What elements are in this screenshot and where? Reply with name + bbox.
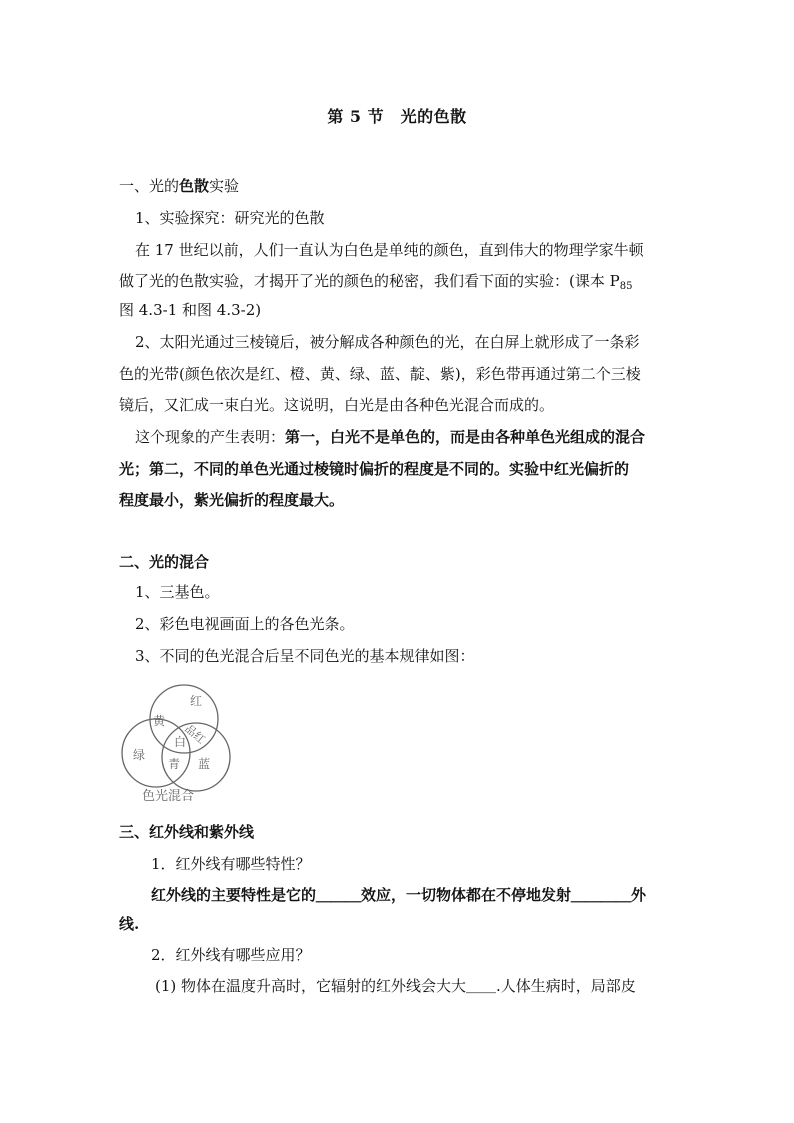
section2-heading: 二、光的混合	[119, 553, 210, 571]
question2: 2．红外线有哪些应用？	[151, 946, 311, 964]
paragraph3-line1: 这个现象的产生表明：第一，白光不是单色的，而是由各种单色光组成的混合	[135, 428, 646, 446]
paragraph3-line2: 光；第二，不同的单色光通过棱镜时偏折的程度是不同的。实验中红光偏折的	[119, 460, 630, 478]
label-yellow: 黄	[153, 714, 166, 728]
paragraph1-line2: 做了光的色散实验，才揭开了光的颜色的秘密，我们看下面的实验：(课本 $P_{85}$	[119, 272, 633, 292]
label-green: 绿	[133, 748, 146, 762]
paragraph2-line3: 镜后，又汇成一束白光。这说明，白光是由各种色光混合而成的。	[119, 396, 555, 414]
question2-item1: (1) 物体在温度升高时，它辐射的红外线会大大＿＿.人体生病时，局部皮	[155, 977, 636, 995]
label-white: 白	[174, 735, 187, 749]
section3-heading: 三、红外线和紫外线	[119, 823, 255, 841]
paragraph2-line2: 色的光带(颜色依次是红、橙、黄、绿、蓝、靛、紫)，彩色带再通过第二个三棱	[119, 365, 641, 383]
color-mixing-diagram	[118, 680, 242, 804]
label-cyan: 青	[168, 757, 181, 771]
figure-caption: 色光混合	[142, 789, 195, 804]
answer1-line2: 线.	[119, 915, 140, 933]
paragraph1-line1: 在 17 世纪以前，人们一直认为白色是单纯的颜色，直到伟大的物理学家牛顿	[135, 241, 644, 259]
color-mixing-svg	[118, 680, 242, 804]
section1-item1: 1、实验探究：研究光的色散	[135, 209, 325, 227]
paragraph3-line3: 程度最小，紫光偏折的程度最大。	[119, 491, 345, 509]
label-magenta: 品红	[182, 722, 208, 747]
question1: 1．红外线有哪些特性？	[151, 855, 311, 873]
section2-item2: 2、彩色电视画面上的各色光条。	[135, 615, 355, 633]
paragraph1-line3: 图 4.3-1 和图 4.3-2)	[119, 301, 262, 319]
section1-heading: 一、光的色散实验	[119, 177, 240, 195]
section2-item3: 3、不同的色光混合后呈不同色光的基本规律如图：	[135, 647, 475, 665]
page-title: 第 5 节 光的色散	[327, 107, 467, 126]
label-red: 红	[190, 694, 203, 708]
section2-item1: 1、三基色。	[135, 583, 220, 601]
answer1-line1: 红外线的主要特性是它的＿＿＿效应，一切物体都在不停地发射＿＿＿＿外	[151, 886, 647, 904]
label-blue: 蓝	[198, 757, 211, 771]
paragraph2-line1: 2、太阳光通过三棱镜后，被分解成各种颜色的光，在白屏上就形成了一条彩	[135, 333, 640, 351]
